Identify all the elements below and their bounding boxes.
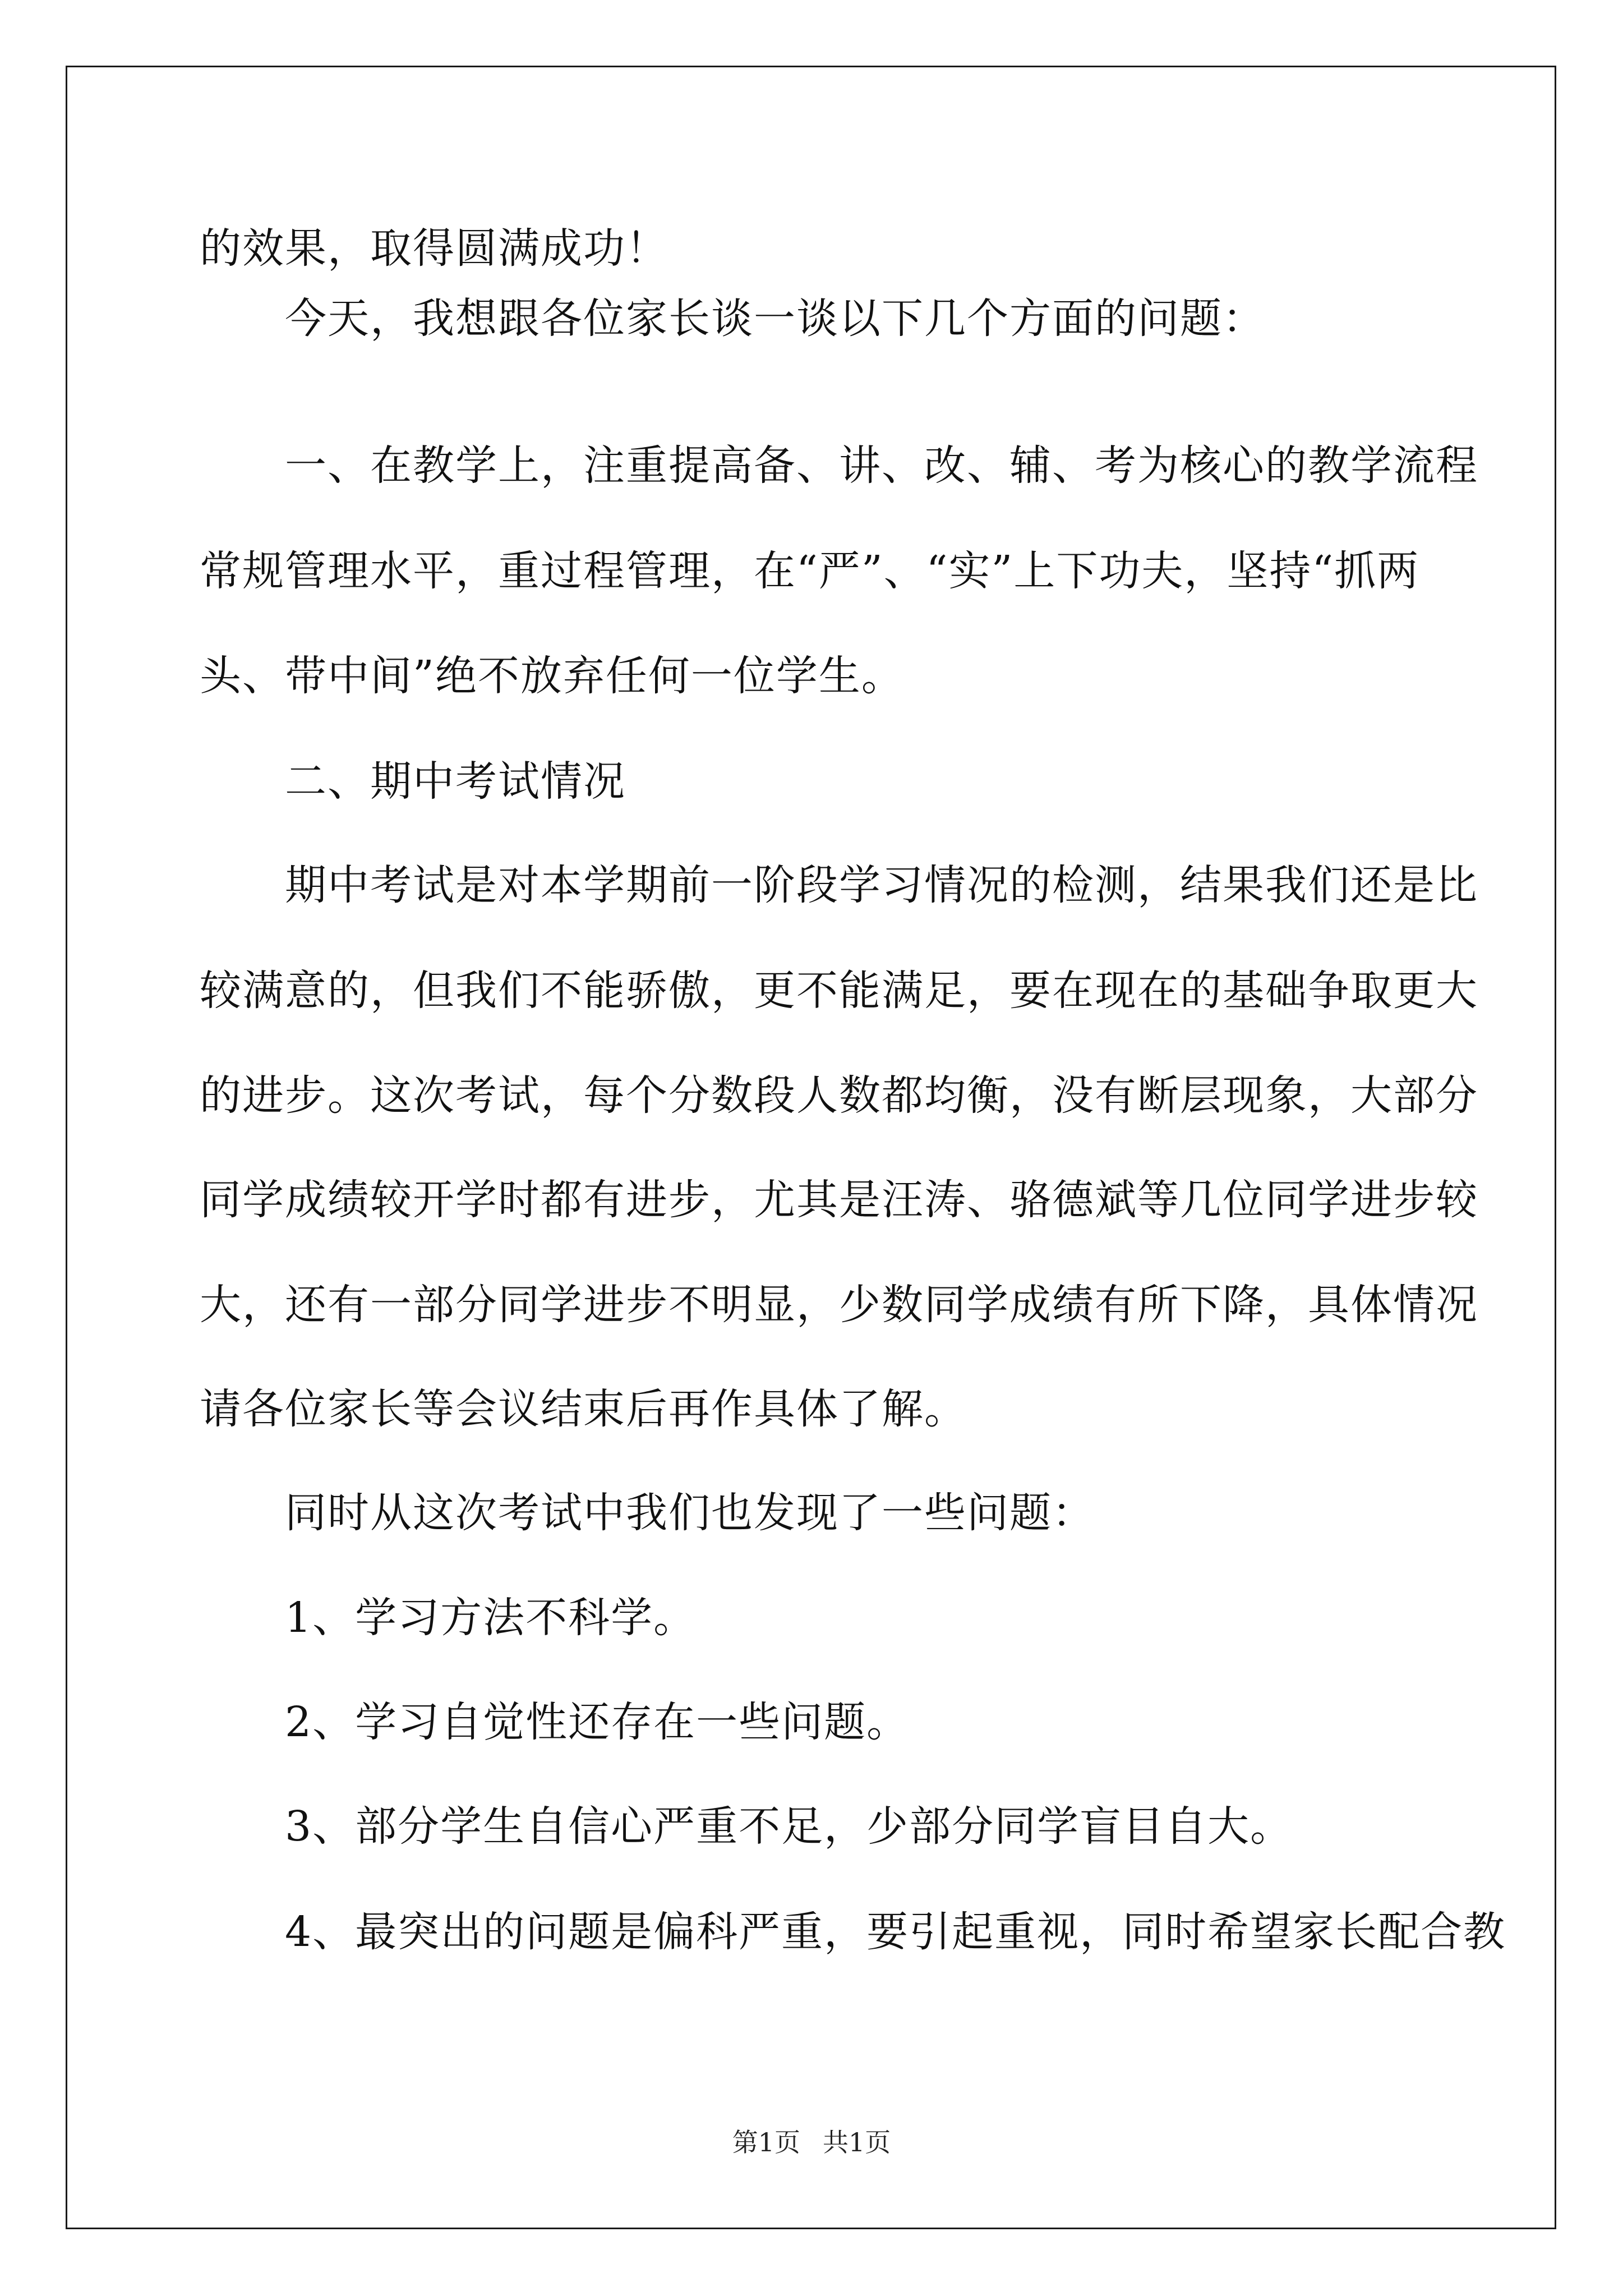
body-line-8: 较满意的，但我们不能骄傲，更不能满足，要在现在的基础争取更大 bbox=[200, 967, 1478, 1015]
page-number: 第1页 bbox=[732, 2127, 800, 2157]
page-border bbox=[66, 66, 1556, 2229]
body-line-13: 同时从这次考试中我们也发现了一些问题： bbox=[200, 1489, 1095, 1537]
body-line-7: 期中考试是对本学期前一阶段学习情况的检测，结果我们还是比 bbox=[200, 861, 1478, 909]
body-line-4: 常规管理水平，重过程管理，在“严”、“实”上下功夫，坚持“抓两 bbox=[200, 547, 1420, 595]
body-line-6: 二、期中考试情况 bbox=[200, 757, 626, 806]
body-line-1: 的效果，取得圆满成功！ bbox=[200, 224, 668, 273]
page-total: 共1页 bbox=[823, 2127, 891, 2157]
body-line-10: 同学成绩较开学时都有进步，尤其是汪涛、骆德斌等几位同学进步较 bbox=[200, 1176, 1478, 1224]
body-line-5: 头、带中间”绝不放弃任何一位学生。 bbox=[200, 652, 904, 700]
body-line-2: 今天，我想跟各位家长谈一谈以下几个方面的问题： bbox=[200, 295, 1265, 343]
body-line-14: 1、学习方法不科学。 bbox=[200, 1594, 697, 1642]
body-line-17: 4、最突出的问题是偏科严重，要引起重视，同时希望家长配合教 bbox=[200, 1908, 1506, 1956]
body-line-15: 2、学习自觉性还存在一些问题。 bbox=[200, 1698, 910, 1746]
body-line-9: 的进步。这次考试，每个分数段人数都均衡，没有断层现象，大部分 bbox=[200, 1071, 1478, 1120]
body-line-12: 请各位家长等会议结束后再作具体了解。 bbox=[200, 1385, 967, 1433]
body-line-3: 一、在教学上，注重提高备、讲、改、辅、考为核心的教学流程 bbox=[200, 441, 1478, 490]
body-line-16: 3、部分学生自信心严重不足，少部分同学盲目自大。 bbox=[200, 1802, 1293, 1851]
body-line-11: 大，还有一部分同学进步不明显，少数同学成绩有所下降，具体情况 bbox=[200, 1281, 1478, 1329]
page-footer bbox=[0, 2129, 1623, 2155]
